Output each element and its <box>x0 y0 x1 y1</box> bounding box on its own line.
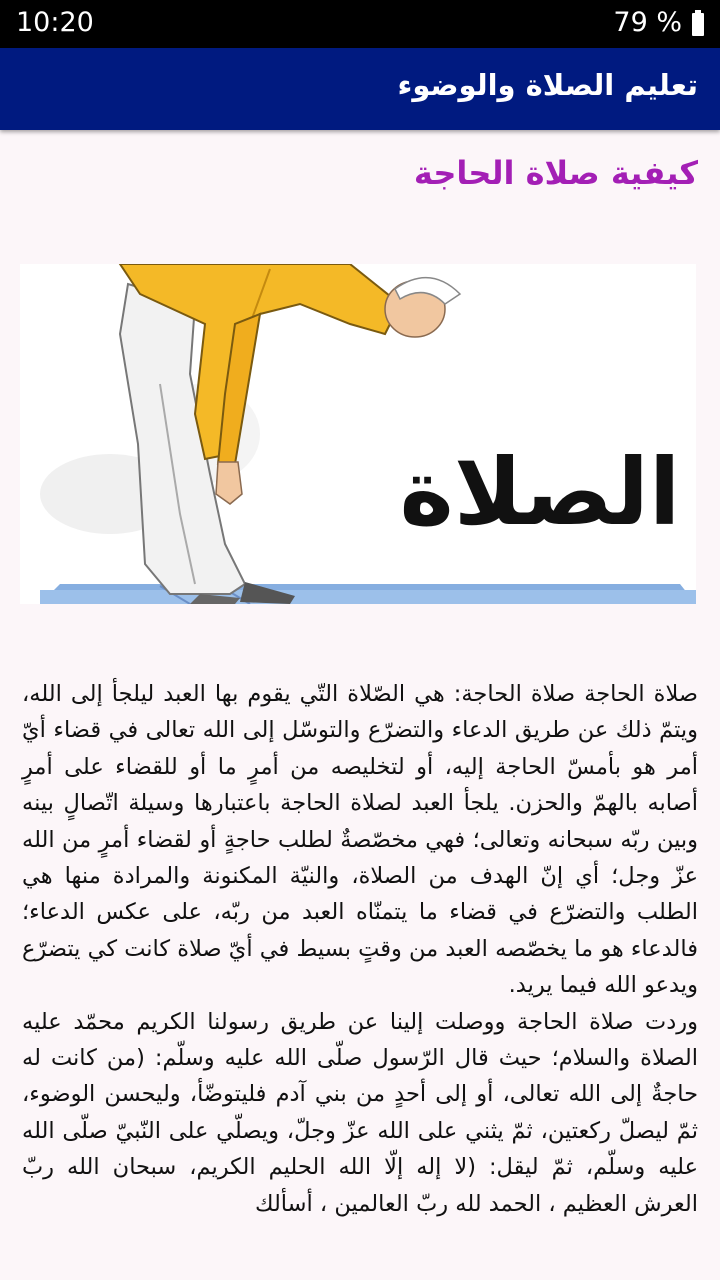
article-paragraph-2: وردت صلاة الحاجة ووصلت إلينا عن طريق رسولنا الكريم محمّد عليه الصلاة والسلام؛ حيث قال الرّسول صلّى الله عليه وسلّم: (من كانت له حاجةٌ إلى الله تعالى، أو إلى أحدٍ من بني آدم فليتوضّأ، وليحسن الوضوء، ثمّ ليصلّ ركعتين، ثمّ يثني على الله عزّ وجلّ، ويصلّي على النّبيّ صلّى الله عليه وسلّم، ثمّ ليقل: (لا إله إلّا الله الحليم الكريم، سبحان الله ربّ العرش العظيم ، الحمد لله ربّ العالمين ، أسألك <box>22 1008 698 1217</box>
battery-percent: 79 % <box>613 7 682 38</box>
prayer-illustration <box>20 264 696 604</box>
article-title: كيفية صلاة الحاجة <box>413 154 698 192</box>
image-caption: الصلاة <box>399 439 681 546</box>
status-bar <box>0 0 720 48</box>
article-content[interactable] <box>0 130 720 1280</box>
praying-man-image <box>20 264 696 604</box>
battery-icon <box>692 10 704 36</box>
status-time: 10:20 <box>16 7 94 38</box>
article-paragraph-1: صلاة الحاجة صلاة الحاجة: هي الصّلاة التّي يقوم بها العبد ليلجأ إلى الله، ويتمّ ذلك عن طريق الدعاء والتضرّع والتوسّل إلى الله تعالى في قضاء أيّ أمر هو بأمسّ الحاجة إليه، أو لتخليصه من أمرٍ ما أو للقضاء على أمرٍ أصابه بالهمّ والحزن. يلجأ العبد لصلاة الحاجة باعتبارها وسيلة اتّصالٍ بينه وبين ربّه سبحانه وتعالى؛ فهي مخصّصةٌ لطلب حاجةٍ أو لقضاء أمرٍ من الله عزّ وجل؛ أي إنّ الهدف من الصلاة، والنيّة المكنونة والمرادة منها هي الطلب والتضرّع في قضاء ما يتمنّاه العبد من ربّه، على عكس الدعاء؛ فالدعاء هو ما يخصّصه العبد من وقتٍ بسيط في أيّ صلاة كانت كي يتضرّع ويدعو الله فيما يريد. <box>22 681 698 999</box>
app-title: تعليم الصلاة والوضوء <box>397 68 698 102</box>
app-bar <box>0 48 720 130</box>
status-indicators <box>613 7 704 38</box>
article-body <box>22 676 698 1222</box>
